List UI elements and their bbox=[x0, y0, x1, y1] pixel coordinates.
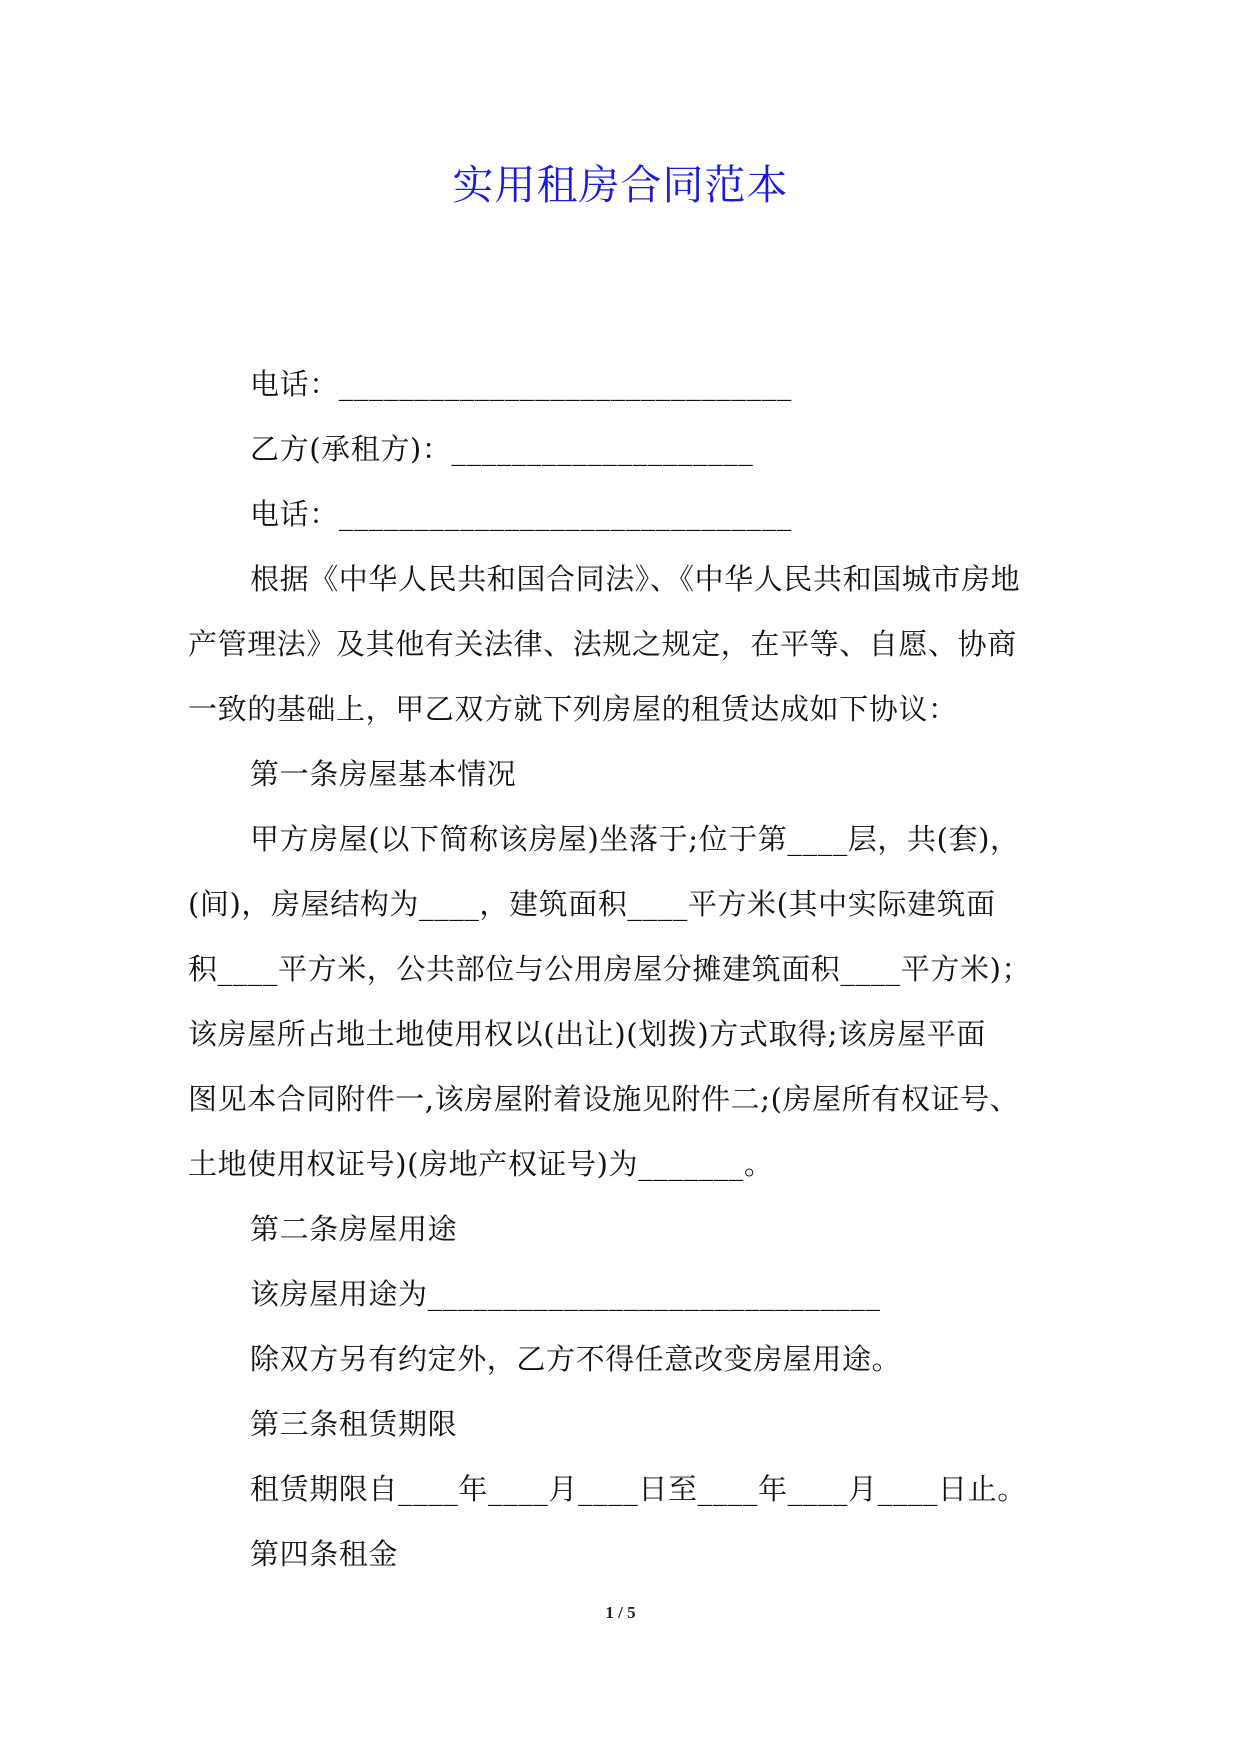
party-b-line: 乙方(承租方)：____________________ bbox=[250, 432, 754, 466]
party-a-phone-line: 电话：______________________________ bbox=[250, 367, 792, 401]
document-title: 实用租房合同范本 bbox=[452, 161, 789, 209]
preamble-line-1: 根据《中华人民共和国合同法》、《中华人民共和国城市房地 bbox=[250, 562, 1021, 596]
article-1-line-1: 甲方房屋(以下简称该房屋)坐落于;位于第____层，共(套)， bbox=[250, 822, 1020, 856]
preamble-line-3: 一致的基础上，甲乙双方就下列房屋的租赁达成如下协议： bbox=[188, 692, 958, 726]
article-3-line-1: 租赁期限自____年____月____日至____年____月____日止。 bbox=[250, 1472, 1027, 1506]
article-2-line-1: 该房屋用途为______________________________ bbox=[250, 1277, 881, 1311]
party-b-phone-line: 电话：______________________________ bbox=[250, 497, 792, 531]
article-1-line-3: 积____平方米，公共部位与公用房屋分摊建筑面积____平方米)； bbox=[188, 952, 1032, 986]
article-2-line-2: 除双方另有约定外，乙方不得任意改变房屋用途。 bbox=[250, 1342, 902, 1376]
article-1-line-5: 图见本合同附件一,该房屋附着设施见附件二;(房屋所有权证号、 bbox=[188, 1082, 1020, 1116]
page-number: 1 / 5 bbox=[605, 1603, 636, 1622]
preamble-line-2: 产管理法》及其他有关法律、法规之规定，在平等、自愿、协商 bbox=[188, 627, 1017, 661]
article-1-heading: 第一条房屋基本情况 bbox=[250, 757, 517, 791]
article-1-line-6: 土地使用权证号)(房地产权证号)为_______。 bbox=[188, 1147, 774, 1181]
article-1-line-2: (间)，房屋结构为____，建筑面积____平方米(其中实际建筑面 bbox=[188, 887, 996, 921]
article-4-heading: 第四条租金 bbox=[250, 1537, 399, 1571]
article-2-heading: 第二条房屋用途 bbox=[250, 1212, 458, 1246]
article-3-heading: 第三条租赁期限 bbox=[250, 1407, 458, 1441]
document-body bbox=[188, 352, 1068, 1587]
article-1-line-4: 该房屋所占地土地使用权以(出让)(划拨)方式取得;该房屋平面 bbox=[188, 1017, 987, 1051]
